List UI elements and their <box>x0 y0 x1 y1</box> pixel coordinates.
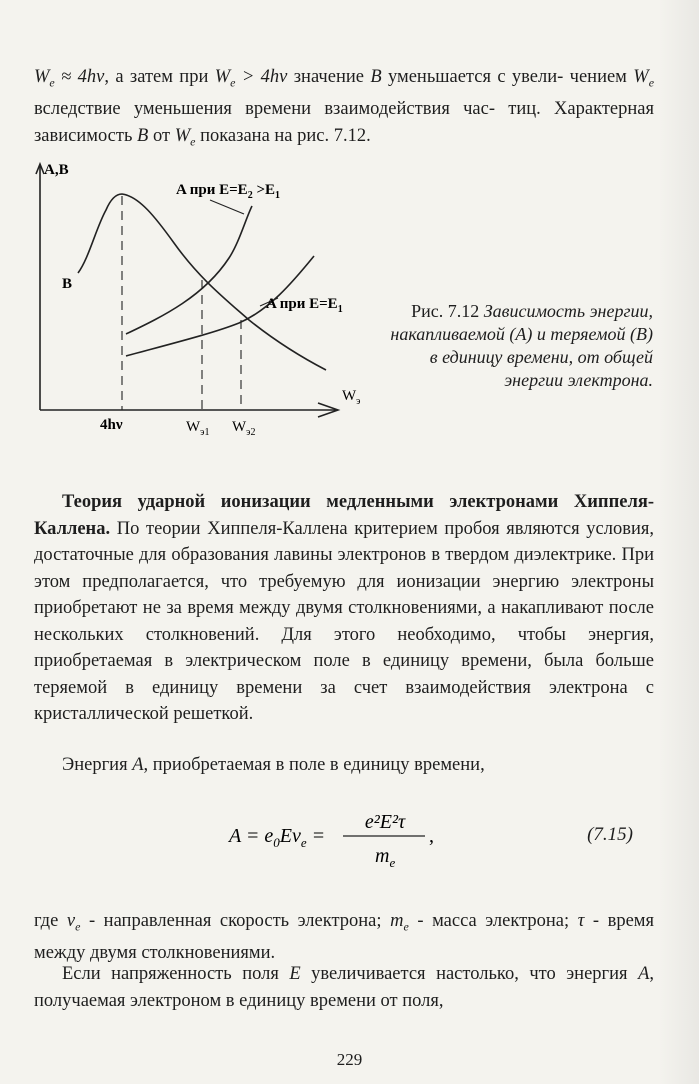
tick-We2: $W_{э2}$ <box>232 419 256 438</box>
energy-line: Энергия A, приобретаемая в поле в единицу времени, <box>62 755 485 775</box>
curve-A-E1-label: A при $E=E_1$ <box>266 296 343 315</box>
formula-lhs: $A = e_0Ev_e$ = <box>229 825 326 850</box>
formula-7-15 <box>225 800 475 870</box>
formula-denominator: $m_e$ <box>375 845 396 870</box>
tick-We1: $W_{э1}$ <box>186 419 210 438</box>
last-paragraph: Если напряженность поля E увеличивается настолько, что энергия A, получаемая электроном в единицу времени от поля, <box>34 964 654 1011</box>
intro-paragraph: $W_e \approx 4h\nu$, а затем при $W_e > 4h\nu$ значение B уменьшается с увели- чением $W_e$ вследствие уменьшения времени взаимодействия час- тиц. Характерная зависимость B от $W_e$ показана на рис. 7.12. <box>34 67 655 149</box>
theory-paragraph: Теория ударной ионизации медленными электронами Хиппеля-Каллена. По теории Хиппеля-Каллена критерием пробоя являются условия, достаточные для образования лавины электронов в твердом диэлектрике. При этом предполагается, что требуемую для ионизации энергию электроны приобретают не за время между двумя столкновениями, а накапливают после нескольких столкновений. Для этого необходимо, чтобы энергия, приобретаемая в электрическом поле в единицу времени, была больше теряемой в единицу времени за счет взаимодействия электрона с кристаллической решеткой. <box>34 492 654 724</box>
figure-7-12 <box>34 148 384 443</box>
figure-caption: Рис. 7.12 Зависимость энергии, накапливаемой (A) и теряемой (B) в единицу времени, от общей энергии электрона. <box>390 301 653 390</box>
curve-A-E2-label: A при $E=E_2 >E_1$ <box>176 182 281 201</box>
x-axis-label: $W_э$ <box>342 388 361 407</box>
page-number: 229 <box>336 1050 363 1069</box>
where-paragraph: где $v_e$ - направленная скорость электрона; $m_e$ - масса электрона; τ - время между двумя столкновениями. <box>34 911 655 964</box>
y-axis-label: A,B <box>44 162 69 178</box>
equation-number: (7.15) <box>587 824 633 845</box>
curve-B-label: B <box>62 276 73 292</box>
leader-A-E2 <box>210 200 244 214</box>
theory-title: Теория ударной ионизации медленными электронами Хиппеля-Каллена. <box>34 492 654 539</box>
page-edge-shadow <box>659 0 699 1084</box>
curve-A-E2 <box>126 206 252 334</box>
formula-numerator: e²E²τ <box>364 811 406 833</box>
formula-comma: , <box>429 825 434 847</box>
tick-4hv: 4hν <box>100 417 123 433</box>
